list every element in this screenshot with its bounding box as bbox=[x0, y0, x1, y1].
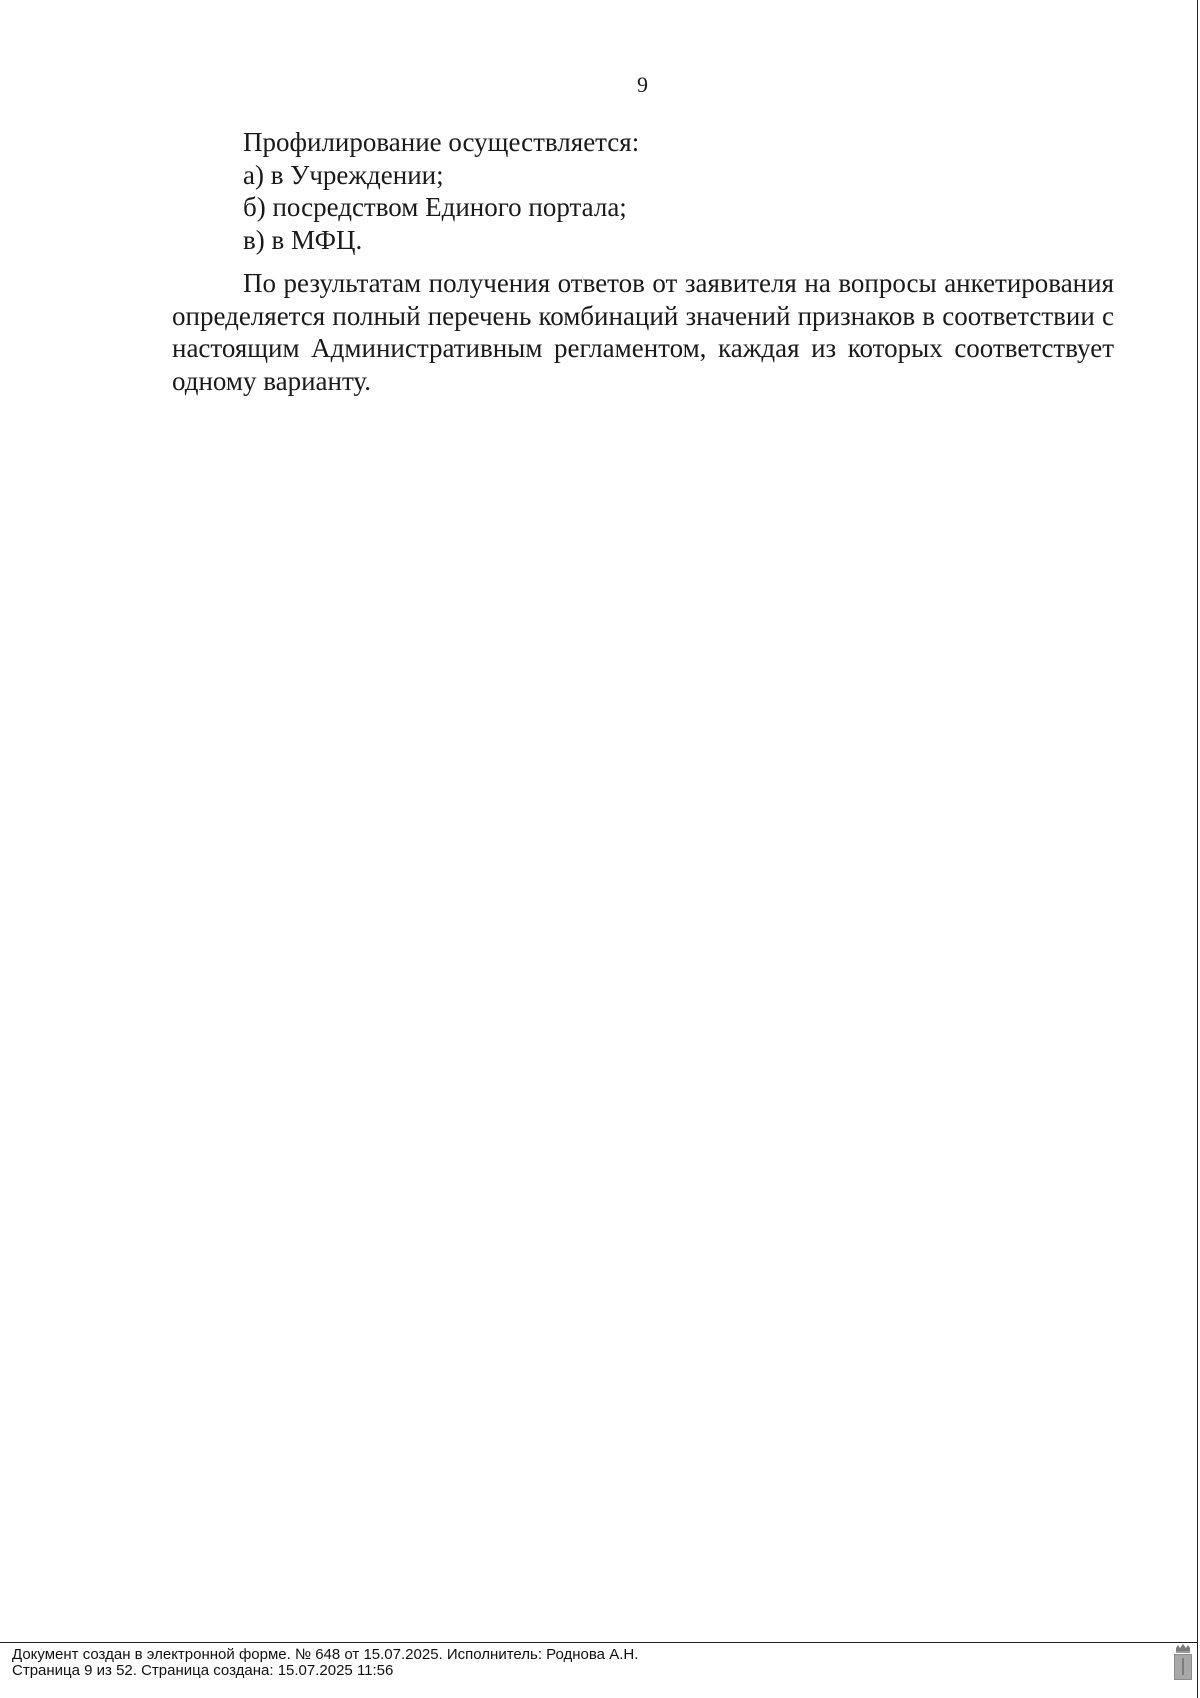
footer-divider bbox=[0, 1642, 1197, 1643]
footer-document-info: Документ создан в электронной форме. № 648 от 15.07.2025. Исполнитель: Роднова А.Н. bbox=[12, 1646, 639, 1663]
list-item: в) в МФЦ. bbox=[243, 224, 363, 255]
list-item: а) в Учреждении; bbox=[243, 159, 444, 190]
profiling-intro: Профилирование осуществляется: bbox=[243, 127, 640, 157]
page-right-border bbox=[1197, 0, 1198, 1698]
coat-of-arms-icon bbox=[1171, 1644, 1195, 1682]
document-body bbox=[172, 126, 1114, 397]
document-footer bbox=[12, 1647, 638, 1679]
results-paragraph: По результатам получения ответов от заявителя на вопросы анкетирования определяется полный перечень комбинаций значений признаков в соответствии с настоящим Административным регламентом, каждая из которых соответствует одному варианту. bbox=[172, 268, 1114, 396]
page-number: 9 bbox=[637, 72, 648, 97]
footer-page-info: Страница 9 из 52. Страница создана: 15.07.2025 11:56 bbox=[12, 1662, 394, 1679]
list-item: б) посредством Единого портала; bbox=[243, 192, 627, 222]
